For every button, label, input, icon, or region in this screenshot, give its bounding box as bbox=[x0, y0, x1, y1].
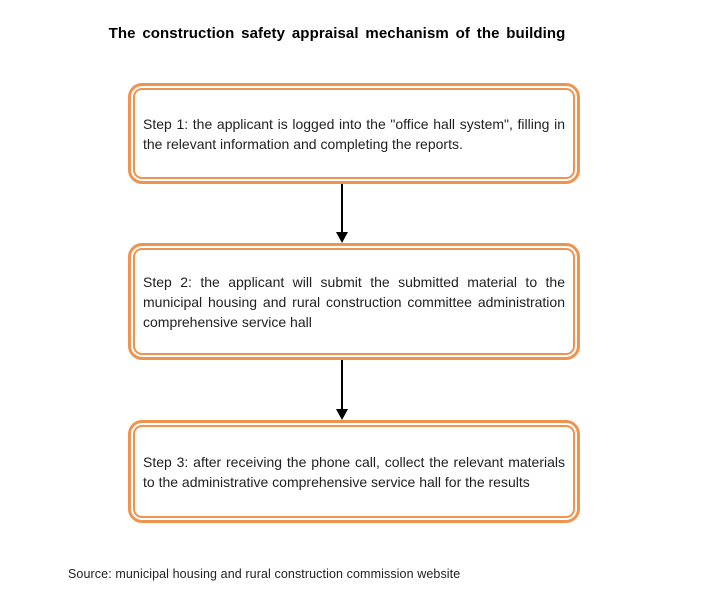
arrow-head bbox=[336, 232, 348, 243]
arrow-head bbox=[336, 409, 348, 420]
arrow-shaft bbox=[341, 184, 343, 232]
flow-step-3-text: Step 3: after receiving the phone call, collect the relevant materials to the administrative comprehensive service hall for the results bbox=[143, 453, 565, 490]
flow-step-3-inner-border bbox=[133, 425, 575, 518]
arrow-down-icon bbox=[336, 360, 348, 420]
flow-step-3 bbox=[128, 420, 580, 523]
flow-step-2 bbox=[128, 243, 580, 360]
flow-step-2-text: Step 2: the applicant will submit the submitted material to the municipal housing and rural construction committee administration comprehensive service hall bbox=[143, 273, 565, 330]
page-title: The construction safety appraisal mechanism of the building bbox=[108, 25, 566, 42]
flow-step-1-inner-border bbox=[133, 88, 575, 179]
source-note: Source: municipal housing and rural construction commission website bbox=[68, 567, 461, 581]
arrow-down-icon bbox=[336, 184, 348, 243]
arrow-shaft bbox=[341, 360, 343, 409]
flow-step-1 bbox=[128, 83, 580, 184]
flow-step-2-inner-border bbox=[133, 248, 575, 355]
flow-step-1-text: Step 1: the applicant is logged into the "office hall system", filling in the relevant information and completing the reports. bbox=[143, 115, 565, 152]
